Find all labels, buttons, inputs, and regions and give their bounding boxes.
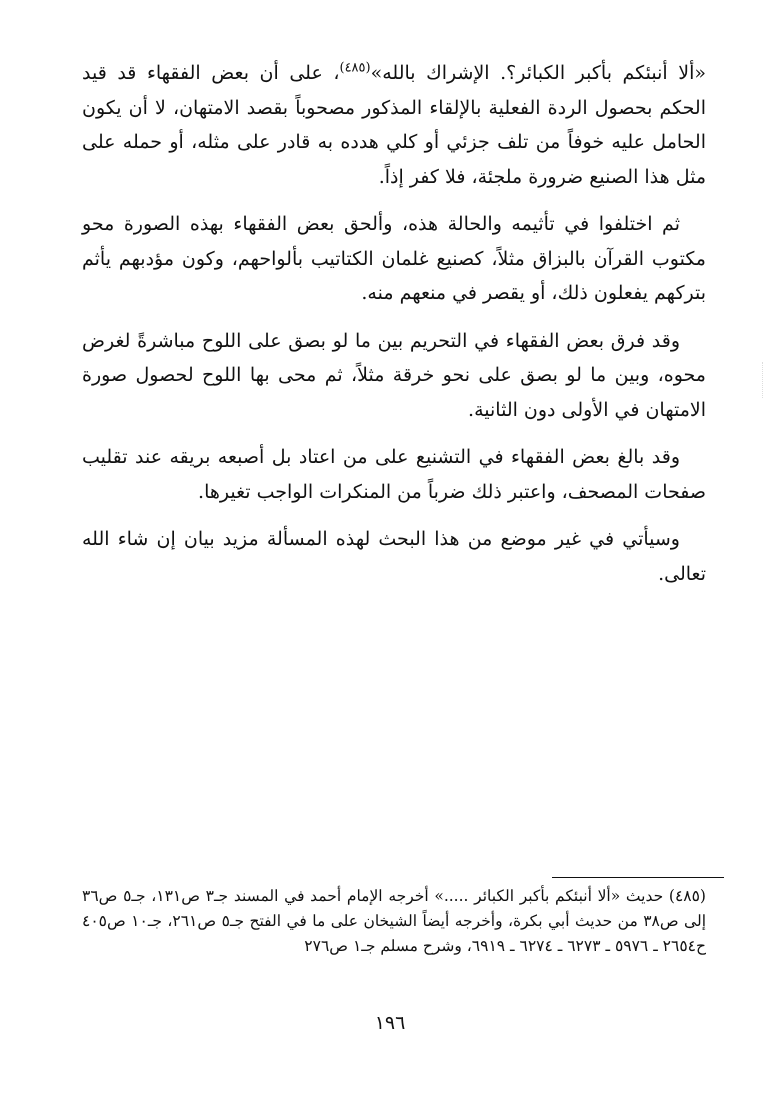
paragraph-3: وقد فرق بعض الفقهاء في التحريم بين ما لو بصق على اللوح مباشرةً لغرض محوه، وبين ما لو بصق على نحو خرقة مثلاً، ثم محى بها اللوح لحصول صورة الامتهان في الأولى دون الثانية. — [82, 329, 706, 421]
scan-artifact — [762, 362, 775, 398]
footnote — [82, 884, 706, 959]
footnote-number: (٤٨٥) — [668, 887, 706, 905]
paragraph-4: وقد بالغ بعض الفقهاء في التشنيع على من اعتاد بل أصبعه بريقه عند تقليب صفحات المصحف، واعتبر ذلك ضرباً من المنكرات الواجب تغيرها. — [82, 446, 706, 503]
footnote-text: حديث «ألا أنبئكم بأكبر الكبائر .....» أخرجه الإمام أحمد في المسند جـ٣ ص١٣١، جـ٥ ص٣٦ إلى ص٣٨ من حديث أبي بكرة، وأخرجه أيضاً الشيخان على ما في الفتح جـ٥ ص٢٦١، جـ١٠ ص٤٠٥ ح٢٦٥٤ ـ ٥٩٧٦ ـ ٦٢٧٣ ـ ٦٢٧٤ ـ ٦٩١٩، وشرح مسلم جـ١ ص٢٧٦ — [82, 887, 707, 955]
footnote-separator — [552, 877, 724, 878]
paragraph-5: وسيأتي في غير موضع من هذا البحث لهذه المسألة مزيد بيان إن شاء الله تعالى. — [82, 528, 706, 585]
footnote-reference[interactable]: (٤٨٥) — [339, 60, 371, 76]
paragraph-2: ثم اختلفوا في تأثيمه والحالة هذه، وألحق بعض الفقهاء بهذه الصورة محو مكتوب القرآن بالبزاق مثلاً، كصنيع غلمان الكتاتيب بألواحهم، وكون مؤدبهم يأثم بتركهم يفعلون ذلك، أو يقصر في منعهم منه. — [82, 213, 706, 304]
paragraph-1-start: «ألا أنبئكم بأكبر الكبائر؟. الإشراك بالله» — [370, 62, 706, 84]
main-text — [82, 56, 706, 604]
paragraph-1-rest: ، على أن بعض الفقهاء قد قيد الحكم بحصول الردة الفعلية بالإلقاء المذكور مصحوباً بقصد الامتهان، لا أن يكون الحامل عليه خوفاً من تلف جزئي أو كلي هدده به قادر على مثله، أو حمله على مثل هذا الصنيع ضرورة ملجئة، فلا كفر إذاً. — [82, 62, 706, 188]
paragraph-1 — [82, 56, 706, 194]
page-number: ١٩٦ — [374, 1012, 406, 1034]
footnote-body — [82, 884, 706, 959]
